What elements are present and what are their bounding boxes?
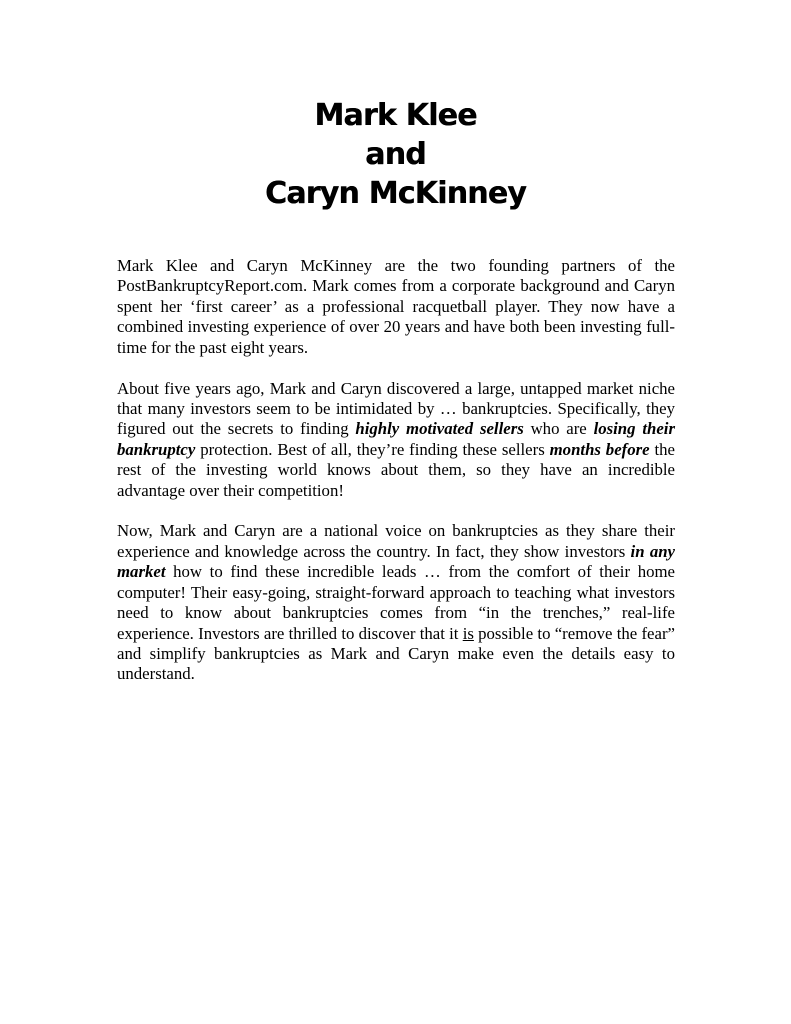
paragraph-1-text: Mark Klee and Caryn McKinney are the two founding partners of the PostBankruptcyReport.com. Mark comes from a corporate background and Caryn spent her ‘first career’ as a professional racquetball player. They now have a combined investing experience of over 20 years and have both been investing full-time for the past eight years. xyxy=(117,256,675,357)
paragraph-3-text-3: possible to “remove the fear” and simplify bankruptcies as Mark and Caryn make even the details easy to understand. xyxy=(117,623,675,684)
document-body xyxy=(117,256,675,705)
paragraph-3-text-1: Now, Mark and Caryn are a national voice on bankruptcies as they share their experience and knowledge across the country. In fact, they show investors xyxy=(117,521,675,561)
paragraph-1 xyxy=(117,256,675,358)
emphasis-losing-their-bankruptcy: losing their bankruptcy xyxy=(117,419,675,459)
emphasis-highly-motivated-sellers: highly motivated sellers xyxy=(355,419,524,439)
emphasis-months-before: months before xyxy=(549,439,650,459)
paragraph-2-text-3: protection. Best of all, they’re finding these sellers xyxy=(195,439,550,459)
paragraph-3 xyxy=(117,521,675,684)
underline-is: is xyxy=(462,623,474,643)
title-line-2: and xyxy=(365,137,426,172)
title-line-1: Mark Klee xyxy=(314,98,477,133)
paragraph-2-text-4: the rest of the investing world knows about them, so they have an incredible advantage over their competition! xyxy=(117,439,675,500)
paragraph-2-text-2: who are xyxy=(523,419,594,439)
paragraph-3-text-2: how to find these incredible leads … from the comfort of their home computer! Their easy-going, straight-forward approach to teaching what investors need to know about bankruptcies comes from “in the trenches,” real-life experience. Investors are thrilled to discover that it xyxy=(117,562,675,643)
emphasis-in-any-market: in any market xyxy=(117,541,675,582)
title-line-3: Caryn McKinney xyxy=(265,176,526,211)
document-title xyxy=(0,96,791,213)
paragraph-2 xyxy=(117,379,675,501)
paragraph-2-text-1: About five years ago, Mark and Caryn discovered a large, untapped market niche that many investors seem to be intimidated by … bankruptcies. Specifically, they figured out the secrets to finding xyxy=(117,378,675,439)
